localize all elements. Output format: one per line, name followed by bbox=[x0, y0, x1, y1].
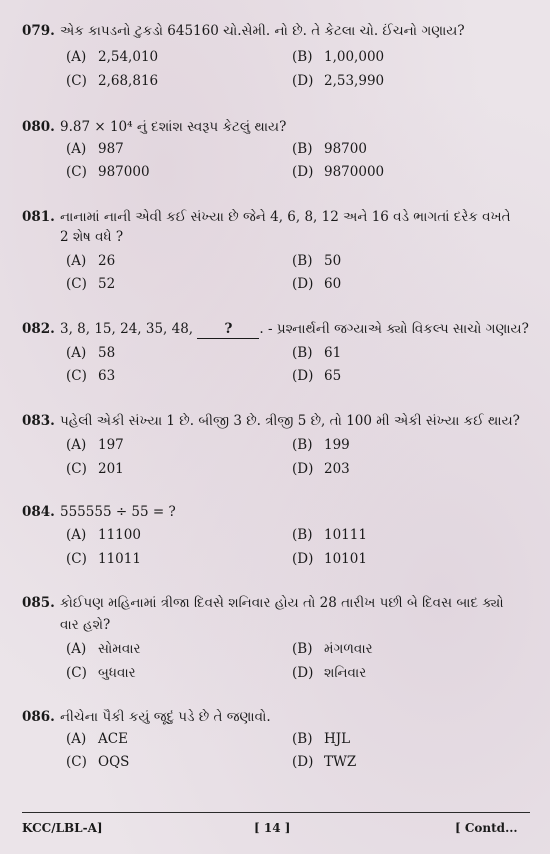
option-c[interactable]: (C) બુધવાર bbox=[66, 665, 136, 681]
question-text: નીચેના પૈકી કયું જૂદું પડે છે તે જણાવો. bbox=[60, 709, 271, 725]
question-080 bbox=[22, 118, 532, 136]
option-d[interactable]: (D) 60 bbox=[292, 276, 342, 292]
question-084 bbox=[22, 503, 532, 521]
option-d[interactable]: (D) 10101 bbox=[292, 551, 367, 567]
question-082 bbox=[22, 320, 532, 339]
option-c[interactable]: (C) 11011 bbox=[66, 551, 141, 567]
option-b[interactable]: (B) HJL bbox=[292, 731, 351, 747]
option-a[interactable]: (A) 11100 bbox=[66, 527, 141, 543]
question-086 bbox=[22, 708, 532, 726]
question-number: 086. bbox=[22, 709, 55, 725]
question-number: 085. bbox=[22, 595, 55, 611]
option-b[interactable]: (B) 50 bbox=[292, 253, 342, 269]
question-number: 081. bbox=[22, 209, 55, 225]
question-text-tail: . - પ્રશ્નાર્થની જગ્યાએ ક્યો વિકલ્પ સાચો ગણાય? bbox=[259, 321, 529, 337]
option-d[interactable]: (D) શનિવાર bbox=[292, 665, 367, 681]
option-a[interactable]: (A) 197 bbox=[66, 437, 124, 453]
option-b[interactable]: (B) મંગળવાર bbox=[292, 641, 373, 657]
question-text: 9.87 × 10⁴ નું દશાંશ સ્વરૂપ કેટલું થાય? bbox=[60, 119, 287, 135]
option-c[interactable]: (C) 201 bbox=[66, 461, 124, 477]
option-a[interactable]: (A) 58 bbox=[66, 345, 116, 361]
option-c[interactable]: (C) OQS bbox=[66, 754, 130, 770]
question-083 bbox=[22, 412, 532, 430]
option-b[interactable]: (B) 10111 bbox=[292, 527, 367, 543]
option-b[interactable]: (B) 1,00,000 bbox=[292, 49, 385, 65]
option-b[interactable]: (B) 61 bbox=[292, 345, 342, 361]
question-text: 3, 8, 15, 24, 35, 48, bbox=[60, 321, 194, 337]
question-text: એક કાપડનો ટુકડો 645160 ચો.સેમી. નો છે. તે કેટલા ચો. ઈંચનો ગણાય? bbox=[60, 23, 465, 39]
option-b[interactable]: (B) 98700 bbox=[292, 141, 367, 157]
question-number: 083. bbox=[22, 413, 55, 429]
option-d[interactable]: (D) TWZ bbox=[292, 754, 357, 770]
footer-continued: [ Contd... bbox=[455, 821, 518, 835]
option-b[interactable]: (B) 199 bbox=[292, 437, 350, 453]
question-079 bbox=[22, 22, 532, 40]
question-number: 079. bbox=[22, 23, 55, 39]
option-a[interactable]: (A) 987 bbox=[66, 141, 124, 157]
option-a[interactable]: (A) ACE bbox=[66, 731, 128, 747]
question-085 bbox=[22, 594, 532, 612]
option-a[interactable]: (A) સોમવાર bbox=[66, 641, 141, 657]
answer-blank: ? bbox=[197, 320, 259, 339]
question-text: 555555 ÷ 55 = ? bbox=[60, 504, 176, 520]
question-number: 082. bbox=[22, 321, 55, 337]
option-d[interactable]: (D) 9870000 bbox=[292, 164, 385, 180]
question-number: 080. bbox=[22, 119, 55, 135]
question-text: નાનામાં નાની એવી કઈ સંખ્યા છે જેને 4, 6, 8, 12 અને 16 વડે ભાગતાં દરેક વખતે bbox=[60, 209, 511, 225]
option-a[interactable]: (A) 26 bbox=[66, 253, 116, 269]
question-081 bbox=[22, 208, 532, 226]
option-c[interactable]: (C) 63 bbox=[66, 368, 116, 384]
option-c[interactable]: (C) 987000 bbox=[66, 164, 150, 180]
question-text: પહેલી એકી સંખ્યા 1 છે. બીજી 3 છે. ત્રીજી 5 છે, તો 100 મી એકી સંખ્યા કઈ થાય? bbox=[60, 413, 520, 429]
option-d[interactable]: (D) 65 bbox=[292, 368, 342, 384]
option-c[interactable]: (C) 2,68,816 bbox=[66, 73, 159, 89]
option-a[interactable]: (A) 2,54,010 bbox=[66, 49, 159, 65]
option-d[interactable]: (D) 203 bbox=[292, 461, 350, 477]
footer-divider bbox=[22, 812, 530, 813]
option-d[interactable]: (D) 2,53,990 bbox=[292, 73, 385, 89]
page-number: [ 14 ] bbox=[254, 821, 291, 835]
option-c[interactable]: (C) 52 bbox=[66, 276, 116, 292]
footer-code: KCC/LBL-A] bbox=[22, 821, 103, 835]
question-text: કોઈપણ મહિનામાં ત્રીજા દિવસે શનિવાર હોય તો 28 તારીખ પછી બે દિવસ બાદ ક્યો bbox=[60, 595, 504, 611]
question-number: 084. bbox=[22, 504, 55, 520]
question-text-continued: 2 શેષ વધે ? bbox=[60, 229, 124, 245]
question-text-continued: વાર હશે? bbox=[60, 617, 111, 633]
